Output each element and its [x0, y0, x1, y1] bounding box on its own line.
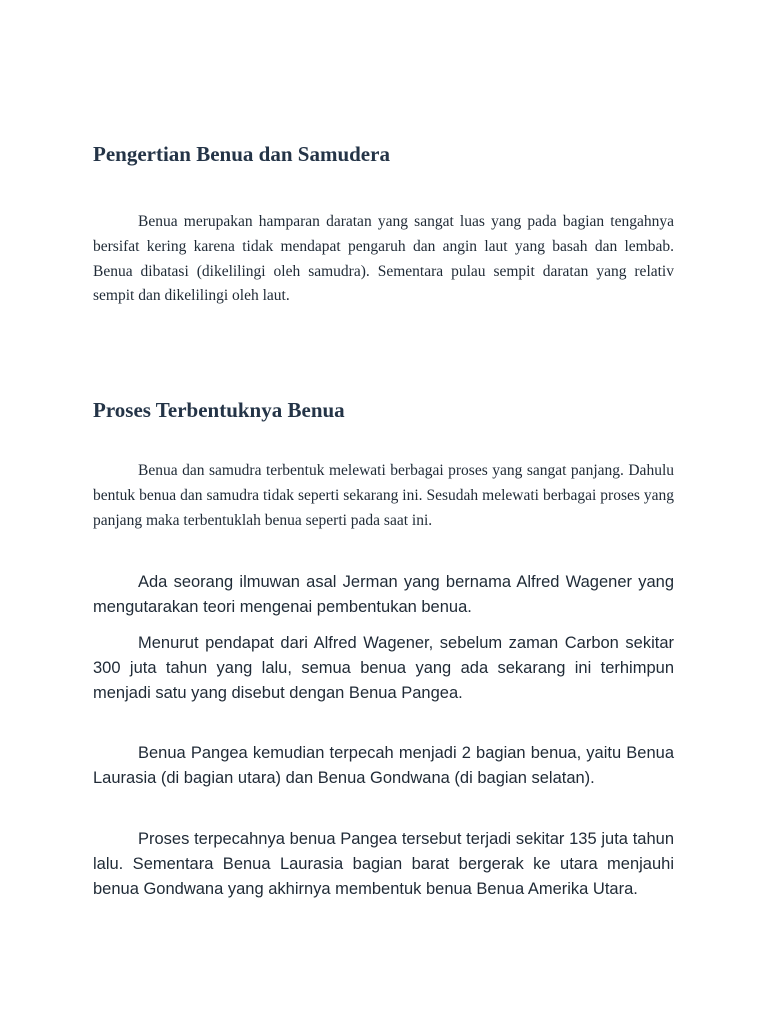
- paragraph-proses-intro: Benua dan samudra terbentuk melewati berbagai proses yang sangat panjang. Dahulu bentuk benua dan samudra tidak seperti sekarang ini. Sesudah melewati berbagai proses yang panjang maka terbentuklah benua seperti pada saat ini.: [93, 462, 674, 529]
- paragraph-laurasia-gondwana: Benua Pangea kemudian terpecah menjadi 2 bagian benua, yaitu Benua Laurasia (di bagian utara) dan Benua Gondwana (di bagian selatan).: [93, 744, 674, 787]
- paragraph-benua-pangea: Menurut pendapat dari Alfred Wagener, sebelum zaman Carbon sekitar 300 juta tahun yang lalu, semua benua yang ada sekarang ini terhimpun menjadi satu yang disebut dengan Benua Pangea.: [93, 634, 674, 702]
- paragraph-alfred-wagener: Ada seorang ilmuwan asal Jerman yang bernama Alfred Wagener yang mengutarakan teori mengenai pembentukan benua.: [93, 573, 674, 616]
- paragraph-pengertian-benua: Benua merupakan hamparan daratan yang sangat luas yang pada bagian tengahnya bersifat kering karena tidak mendapat pengaruh dan angin laut yang basah dan lembab. Benua dibatasi (dikelilingi oleh samudra). Sementara pulau sempit daratan yang relativ sempit dan dikelilingi oleh laut.: [93, 213, 674, 305]
- section-heading-pengertian: Pengertian Benua dan Samudera: [93, 142, 390, 166]
- section-heading-proses: Proses Terbentuknya Benua: [93, 398, 345, 422]
- paragraph-amerika-utara: Proses terpecahnya benua Pangea tersebut terjadi sekitar 135 juta tahun lalu. Sementara Benua Laurasia bagian barat bergerak ke utara menjauhi benua Gondwana yang akhirnya membentuk benua Benua Amerika Utara.: [93, 830, 674, 898]
